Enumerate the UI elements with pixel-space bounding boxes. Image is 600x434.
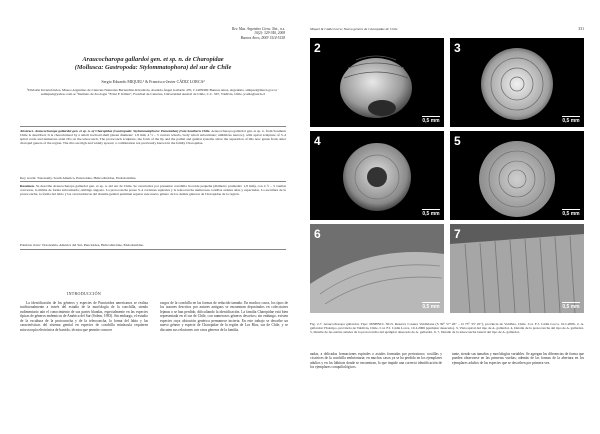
figure-number: 7 [454, 227, 461, 241]
scale-bar: 0,5 mm [562, 116, 580, 124]
abstract-body: Araucocharopa gallardoi gen. et sp. n. from Southern Chile is described. It is characterised by a small trochoid shell (mean diameter: 1.8 mm; 4 ½ – 5 convex whorls, body whorl subcarinate; umbilicus narrow), with apical sculpture of 3–4 spiral cords and numerous axial ribs on the teleoconch. The protoconch sculpture, the form of the lip and the pallial and genital systems allow the separation of this new genus from other charopid genera of the region. The ribs are high and widely spaced, a combination not previously known in the family Charopidae. [20, 129, 287, 146]
protoconch-detail-image [310, 224, 444, 313]
body-column-left: La identificación de los géneros y especies de Punctoidea americanos se realiza tradicionalmente a través del estudio de la morfología de la conchilla, siendo rudimentario aún el conocimiento de sus partes blandas, especialmente en las especies típicas de géneros endemicos de América del Sur (Solem, 1983). Sin embargo, el estudio de la escultura de la protoconcha y de la teleoconcha, la forma del labio y las características del sistema genital en especies de conchilla minúscula requieren microscopía electrónica de barrido, técnica que permite conocer [20, 301, 148, 332]
affiliations: ¹División Invertebrados, Museo Argentino de Ciencias Naturales Bernardino Rivadavia, Avenida Ángel Gallardo 470, C1405DJR Buenos Aires, Argentina. smiquel@macn.gov.ar · semiquel@yahoo.com.ar ²Instituto de Zoología “Ernst F. Kilian”, Facultad de Ciencias, Universidad Austral de Chile, C.C. 567, Valdivia, Chile. jcadiz@uach.cl [27, 88, 279, 97]
figure-photo [450, 224, 584, 313]
scale-bar: 0,5 mm [562, 209, 580, 217]
divider [20, 181, 286, 182]
figure-photo [450, 38, 584, 127]
figure-photo [450, 131, 584, 220]
abstract [20, 129, 286, 145]
shell-base-image [310, 131, 444, 220]
figure-number: 5 [454, 134, 461, 148]
author-line: Sergio Eduardo MIQUEL¹ & Francisco-Javier CÁDIZ LORCA² [101, 79, 205, 84]
page-number: 331 [578, 27, 584, 31]
body-column-right-page-1: nadas, a delicadas formaciones espirales o axiales formadas por periostraco; costillas y cicatrices de la conchilla embrionaria; en muchos casos ya se ha perdido en los ejemplares adultos y en los hábitats donde se encuentran, lo que impide una correcta identificación de los ejemplares conquiliológicos. [310, 352, 442, 370]
palabras-clave: Palabras clave: Taxonomía, América del Sur, Punctoidea, Helicodiscidae, Endodontidae. [20, 243, 144, 247]
resumen-body: Se describe Araucocharopa gallardoi gen. et sp. n. del sur de Chile. Se caracteriza por presentar conchilla trocoide pequeña (diámetro promedio: 1,8 mm), con 4 ½ – 5 vueltas convexas, la última de forma subcarinada; ombligo angosto. La protoconcha posee 3–4 cordónes espirales y la teleoconcha numerosas costillas axiales altas y espaciadas. La escultura de la protoconcha, la forma del labio y las características del sistema genital permiten separar este nuevo género de los demás géneros de Charopidae de la región. [20, 184, 286, 197]
figure-photo [310, 131, 444, 220]
figure-photo [310, 38, 444, 127]
scale-bar: 0,5 mm [422, 116, 440, 124]
shell-lateral-image [310, 38, 444, 127]
figure-number: 2 [314, 41, 321, 55]
divider [20, 249, 286, 250]
abstract-label: Abstract. [20, 129, 34, 133]
resumen [20, 184, 286, 196]
section-heading-introduccion: INTRODUCCIÓN [66, 291, 102, 296]
scale-bar: 0,5 mm [422, 209, 440, 217]
scale-bar: 0,5 mm [422, 302, 440, 310]
figure-number: 6 [314, 227, 321, 241]
keywords: Key words: Taxonomy, South America, Punctoidea, Helicodiscidae, Endodontidae. [20, 176, 137, 180]
journal-header: Rev. Mus. Argentino Cienc. Nat., n.s. 10(2): 329-340, 2008 Buenos Aires, ISSN 1514-5158 [231, 27, 285, 40]
scale-bar: 0,5 mm [562, 302, 580, 310]
resumen-label: Resumen. [20, 184, 35, 188]
divider [20, 126, 286, 127]
abstract-heading: Araucocharopa gallardoi gen. et sp. n. of Charopidae (Gastropoda: Stylommatophora: Punctoidea) from Southern Chile. [34, 129, 211, 133]
protoconch-image [450, 131, 584, 220]
running-head: Miquel & Cádiz Lorca: Nuevo género de Charopidae de Chile [310, 27, 398, 31]
teleoconch-detail-image [450, 224, 584, 313]
figure-plate [310, 38, 584, 313]
figure-number: 3 [454, 41, 461, 55]
body-column-right-page-2: tante, siendo sus tamaños y morfologías variables. Se agregan las diferencias de forma que pueden observarse en las primeras vueltas; además de las formas de la abertura en los ejemplares adultos de las especies que se describen por primera vez. [452, 352, 584, 365]
body-column-right: rasgos de la conchilla en las formas de reducido tamaño. En muchos casos, los tipos de los taxones descritos por autores antiguos se encuentran depositados en colecciones lejanas o se han perdido, dificultando la identificación. La familia Charopidae está bien representada en el sur de Chile, con numerosos géneros descritos; sin embargo, existen especies cuya ubicación genérica permanece incierta. En este trabajo se describe un nuevo género y especie de Charopidae de la región de Los Ríos, sur de Chile, y se discuten sus relaciones con otros géneros de la familia. [160, 301, 288, 332]
shell-apical-image [450, 38, 584, 127]
figure-number: 4 [314, 134, 321, 148]
figure-photo [310, 224, 444, 313]
article-title: Araucocharopa gallardoi gen. et sp. n. de Charopidae (Mollusca: Gastropoda: Stylommatophora) del sur de Chile [74, 56, 232, 71]
figure-caption: Fig. 2-7. Araucocharopa gallardoi. Tipo: MNHNCL 5613. Reserva Costera Valdiviana (S 39° 57’ 26” – O 73° 33’ 45”), provincia de Valdivia, Chile. Col. F.J. Cádiz Lorca, 10-I-2006. 2, A. gallardoi: Holotipo, provincia de Valdivia, Chile. Col. F.J. Cádiz Lorca, 10-I-2006 (ejemplar desecado). 3, Vista apical del tipo de A. gallardoi. 4, Detalle de la protoconcha del tipo de A. gallardoi. 5, Detalle de las estrías axiales de la protoconcha del ejemplar desecado de A. gallardoi. 6, 7, Detalle de la teleoconcha lateral del tipo de A. gallardoi. [310, 322, 584, 335]
